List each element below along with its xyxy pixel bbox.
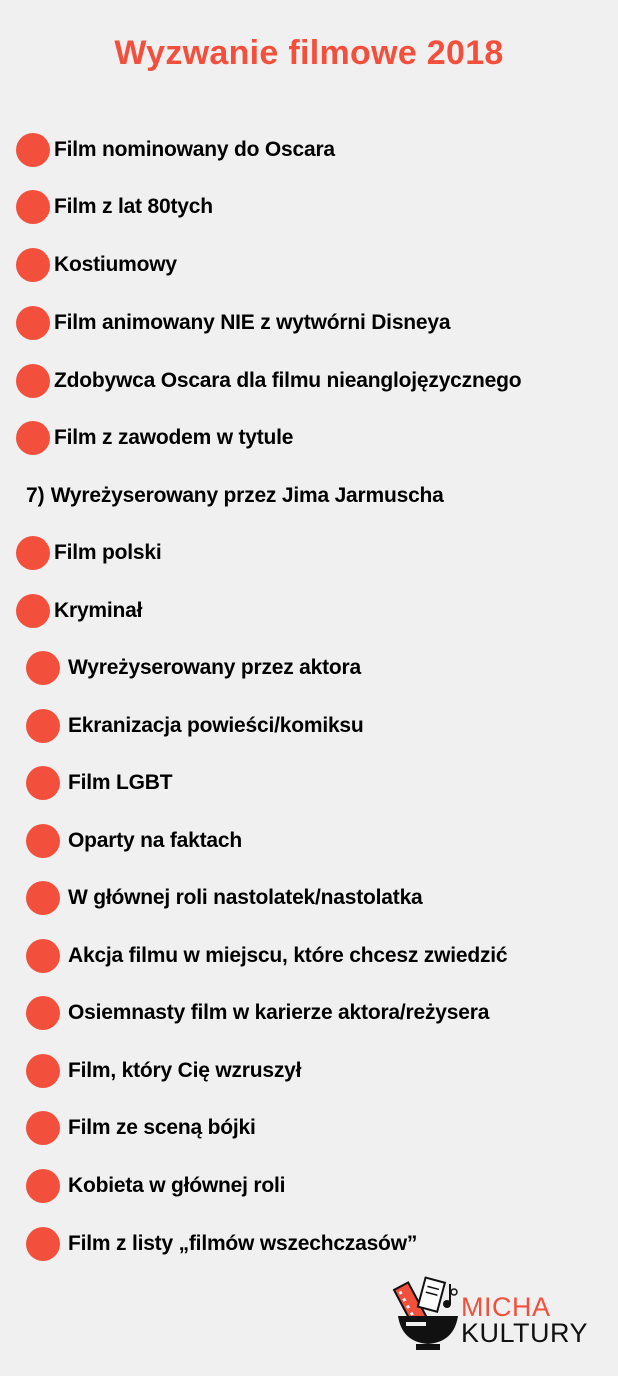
list-item	[16, 421, 293, 455]
bullet-dot-icon	[26, 651, 60, 685]
list-item-label: Zdobywca Oscara dla filmu nieanglojęzycznego	[54, 369, 522, 392]
list-item	[16, 364, 521, 398]
bullet-dot-icon	[26, 996, 60, 1030]
list-item-label: Kostiumowy	[54, 253, 177, 276]
list-item	[16, 133, 335, 167]
bullet-dot-icon	[26, 1054, 60, 1088]
list-item-label: Kryminał	[54, 599, 143, 622]
bullet-dot-icon	[16, 190, 50, 224]
micha-kultury-logo	[392, 1270, 602, 1360]
list-item-label: Wyreżyserowany przez Jima Jarmuscha	[50, 484, 444, 507]
bullet-dot-icon	[26, 1111, 60, 1145]
list-item	[26, 479, 444, 513]
list-item-label: Film, który Cię wzruszył	[68, 1059, 302, 1082]
list-item	[26, 1054, 301, 1088]
bullet-dot-icon	[26, 766, 60, 800]
list-item	[16, 594, 142, 628]
list-item	[16, 306, 450, 340]
list-item-label: Akcja filmu w miejscu, które chcesz zwiedzić	[68, 944, 508, 967]
list-item	[26, 1111, 256, 1145]
list-item	[26, 766, 172, 800]
bullet-dot-icon	[16, 306, 50, 340]
list-item-label: Film ze sceną bójki	[68, 1116, 256, 1139]
bullet-dot-icon	[16, 248, 50, 282]
bullet-dot-icon	[26, 1227, 60, 1261]
list-item-number: 7)	[26, 484, 45, 507]
bullet-dot-icon	[16, 594, 50, 628]
list-item	[26, 881, 423, 915]
list-item	[26, 1169, 285, 1203]
bullet-dot-icon	[16, 133, 50, 167]
logo-text-micha: MICHA	[461, 1292, 551, 1322]
list-item	[16, 536, 162, 570]
list-item	[16, 190, 213, 224]
bullet-dot-icon	[16, 364, 50, 398]
list-item-label: Film z lat 80tych	[54, 195, 213, 218]
bullet-dot-icon	[16, 536, 50, 570]
list-item-label: Kobieta w głównej roli	[68, 1174, 286, 1197]
list-item-label: Film nominowany do Oscara	[54, 138, 335, 161]
bullet-dot-icon	[26, 1169, 60, 1203]
list-item-label: Wyreżyserowany przez aktora	[68, 656, 362, 679]
bullet-dot-icon	[26, 939, 60, 973]
page-title: Wyzwanie filmowe 2018	[114, 34, 504, 72]
list-item	[26, 1227, 417, 1261]
list-item-label: Film polski	[54, 541, 162, 564]
list-item	[26, 996, 489, 1030]
list-item-label: Film z zawodem w tytule	[54, 426, 294, 449]
list-item-label: Film LGBT	[68, 771, 173, 794]
logo-text-kultury: KULTURY	[461, 1318, 589, 1348]
list-item-label: W głównej roli nastolatek/nastolatka	[68, 886, 423, 909]
bullet-dot-icon	[26, 881, 60, 915]
list-item	[16, 248, 177, 282]
bowl-film-icon	[392, 1270, 462, 1360]
list-item-label: Ekranizacja powieści/komiksu	[68, 714, 364, 737]
list-item	[26, 824, 242, 858]
bullet-dot-icon	[26, 709, 60, 743]
list-item-label: Osiemnasty film w karierze aktora/reżysera	[68, 1001, 490, 1024]
list-item	[26, 651, 361, 685]
bullet-dot-icon	[26, 824, 60, 858]
bullet-dot-icon	[16, 421, 50, 455]
list-item-label: Oparty na faktach	[68, 829, 242, 852]
list-item-label: Film animowany NIE z wytwórni Disneya	[54, 311, 451, 334]
list-item	[26, 939, 507, 973]
list-item	[26, 709, 364, 743]
list-item-label: Film z listy „filmów wszechczasów”	[68, 1232, 418, 1255]
